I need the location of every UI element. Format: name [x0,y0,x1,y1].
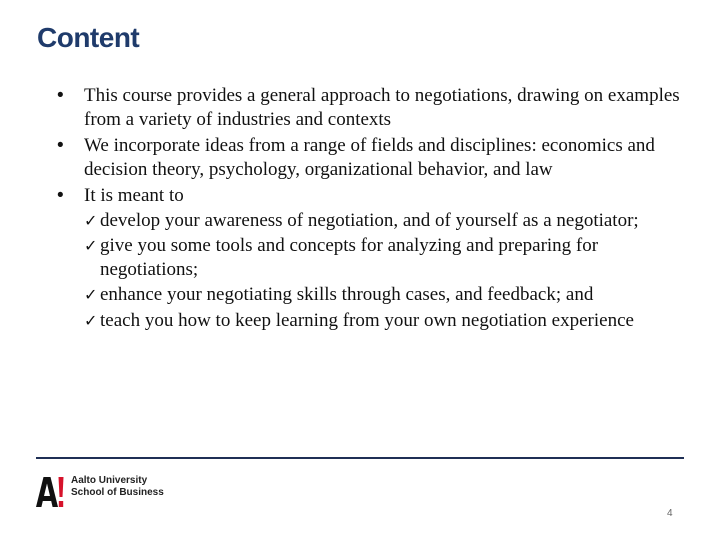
checkmark-icon: ✓ [84,285,98,304]
checklist-text: teach you how to keep learning from your own negotiation experience [100,309,634,331]
logo-text [71,475,164,499]
bullet-text: It is meant to [84,185,184,206]
logo-university: Aalto University [71,475,148,486]
bullet-item [56,84,696,131]
slide-content [56,84,696,335]
checklist-text: give you some tools and concepts for analyzing and preparing for negotiations; [100,235,599,280]
bullet-text: This course provides a general approach to negotiations, drawing on examples from a variety of industries and contexts [84,85,680,130]
page-number: 4 [667,508,673,519]
checklist-text: develop your awareness of negotiation, and of yourself as a negotiator; [100,209,639,231]
checkmark-icon: ✓ [84,310,98,330]
checkmark-icon: ✓ [84,236,98,255]
checkmark-icon: ✓ [84,210,98,230]
bullet-item [56,184,696,332]
bullet-item [56,134,696,181]
bullet-icon: • [57,85,64,106]
bullet-list [56,84,696,332]
bullet-text: We incorporate ideas from a range of fields and disciplines: economics and decision theory, psychology, organizational behavior, and law [84,135,655,180]
checklist-item [84,309,696,333]
aalto-a-icon [36,473,64,507]
footer-divider [36,457,684,459]
aalto-logo [36,473,164,507]
checklist-item [84,234,696,281]
slide-title: Content [37,22,140,53]
checklist-item [84,283,696,307]
checklist [84,209,696,333]
checklist-text: enhance your negotiating skills through cases, and feedback; and [100,284,594,305]
bullet-icon: • [57,135,64,156]
logo-school: School of Business [71,487,164,498]
checklist-item [84,209,696,233]
bullet-icon: • [57,185,64,206]
